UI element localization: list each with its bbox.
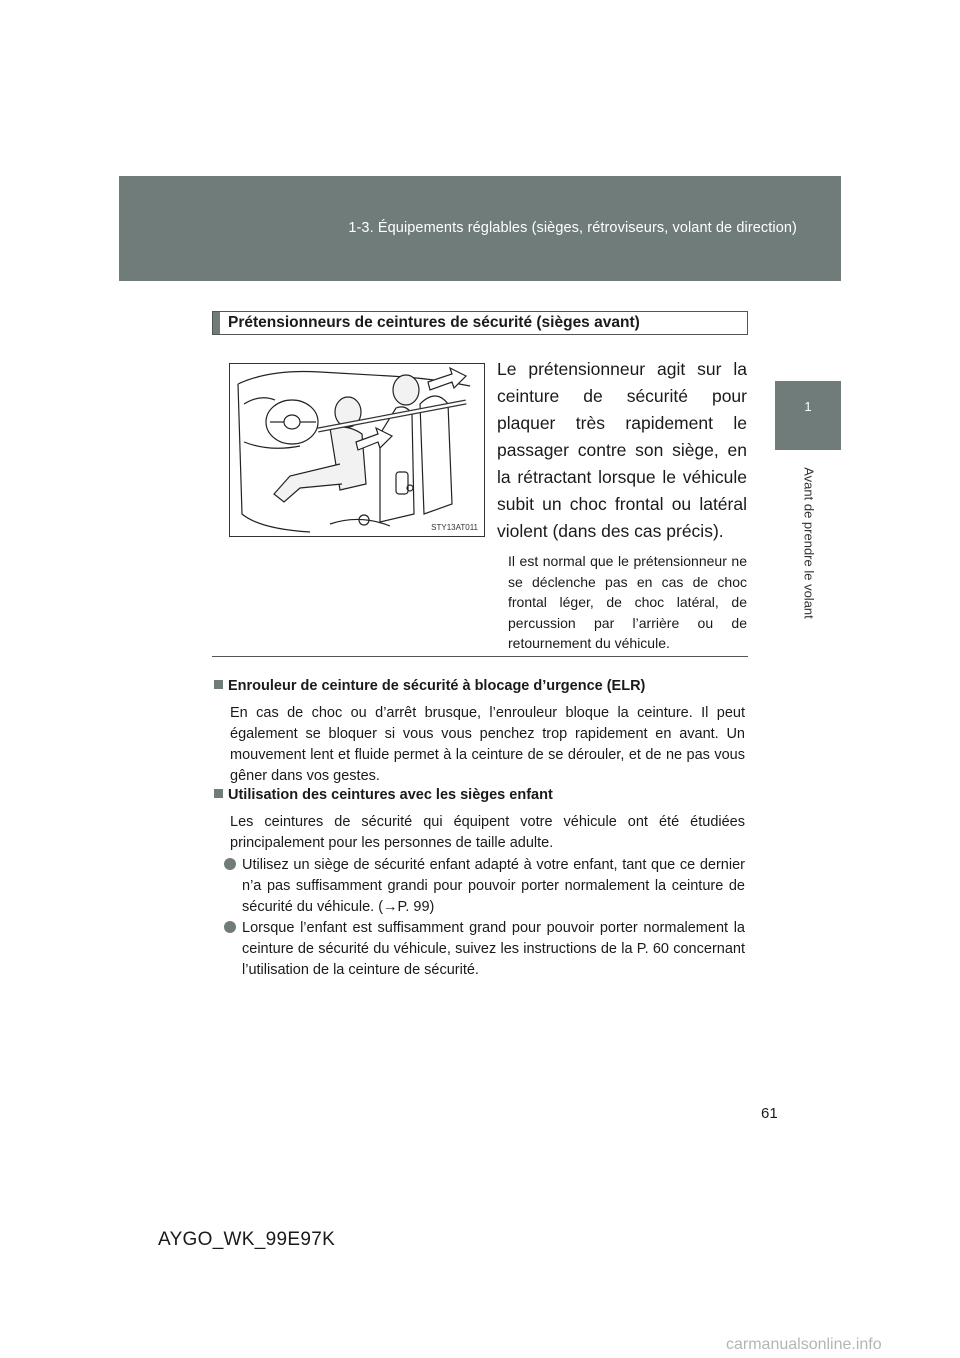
pretensioner-drawing: [230, 364, 484, 536]
list-item: [224, 918, 745, 981]
section-title: Prétensionneurs de ceintures de sécurité (sièges avant): [228, 314, 640, 331]
round-bullet-icon: [224, 921, 236, 933]
chapter-number: 1: [804, 399, 812, 414]
elr-heading-text: Enrouleur de ceinture de sécurité à blocage d’urgence (ELR): [228, 678, 646, 694]
chapter-title: 1-3. Équipements réglables (sièges, rétroviseurs, volant de direction): [348, 220, 797, 236]
list-item: [224, 855, 745, 918]
pretensioner-intro: Le prétensionneur agit sur la ceinture de sécurité pour plaquer très rapidement le passager contre son siège, en la rétractant lorsque le véhicule subit un choc frontal ou latéral violent (dans des cas précis).: [497, 359, 747, 541]
child-bullet-1: Utilisez un siège de sécurité enfant adapté à votre enfant, tant que ce dernier n’a pas suffisamment grandi pour pouvoir porter normalement la ceinture de sécurité du véhicule. (→P. 99): [242, 857, 745, 915]
page-number: 61: [761, 1105, 778, 1122]
illustration-code: STY13AT011: [431, 523, 478, 532]
child-body: Les ceintures de sécurité qui équipent votre véhicule ont été étudiées principalement pour les personnes de taille adulte.: [230, 814, 745, 851]
chapter-tab: [775, 381, 841, 450]
child-heading-text: Utilisation des ceintures avec les sièges enfant: [228, 787, 553, 803]
square-bullet-icon: [214, 680, 223, 689]
child-bullet-2: Lorsque l’enfant est suffisamment grand pour pouvoir porter normalement la ceinture de sécurité du véhicule, suivez les instructions de la P. 60 concernant l’utilisation de la ceinture de sécurité.: [242, 920, 745, 978]
pretensioner-note: Il est normal que le prétensionneur ne se déclenche pas en cas de choc frontal léger, de choc latéral, de percussion par l’arrière ou de retournement du véhicule.: [508, 553, 747, 651]
section-divider: [212, 656, 748, 657]
pretensioner-illustration: [229, 363, 485, 537]
chapter-side-label: [800, 450, 818, 635]
square-bullet-icon: [214, 789, 223, 798]
elr-heading: [214, 678, 645, 694]
document-code: AYGO_WK_99E97K: [158, 1229, 336, 1250]
child-heading: [214, 787, 553, 803]
chapter-side-label-text: Avant de prendre le volant: [801, 466, 817, 619]
watermark: carmanualsonline.info: [726, 1336, 882, 1353]
section-title-box: [212, 311, 748, 335]
elr-body: En cas de choc ou d’arrêt brusque, l’enrouleur bloque la ceinture. Il peut également se bloquer si vous vous penchez trop rapidement en avant. Un mouvement lent et fluide permet à la ceinture de se dérouler, et de ne pas vous gêner dans vos gestes.: [230, 705, 745, 784]
section-title-bar: [213, 312, 220, 334]
round-bullet-icon: [224, 858, 236, 870]
header-band: [119, 176, 841, 281]
